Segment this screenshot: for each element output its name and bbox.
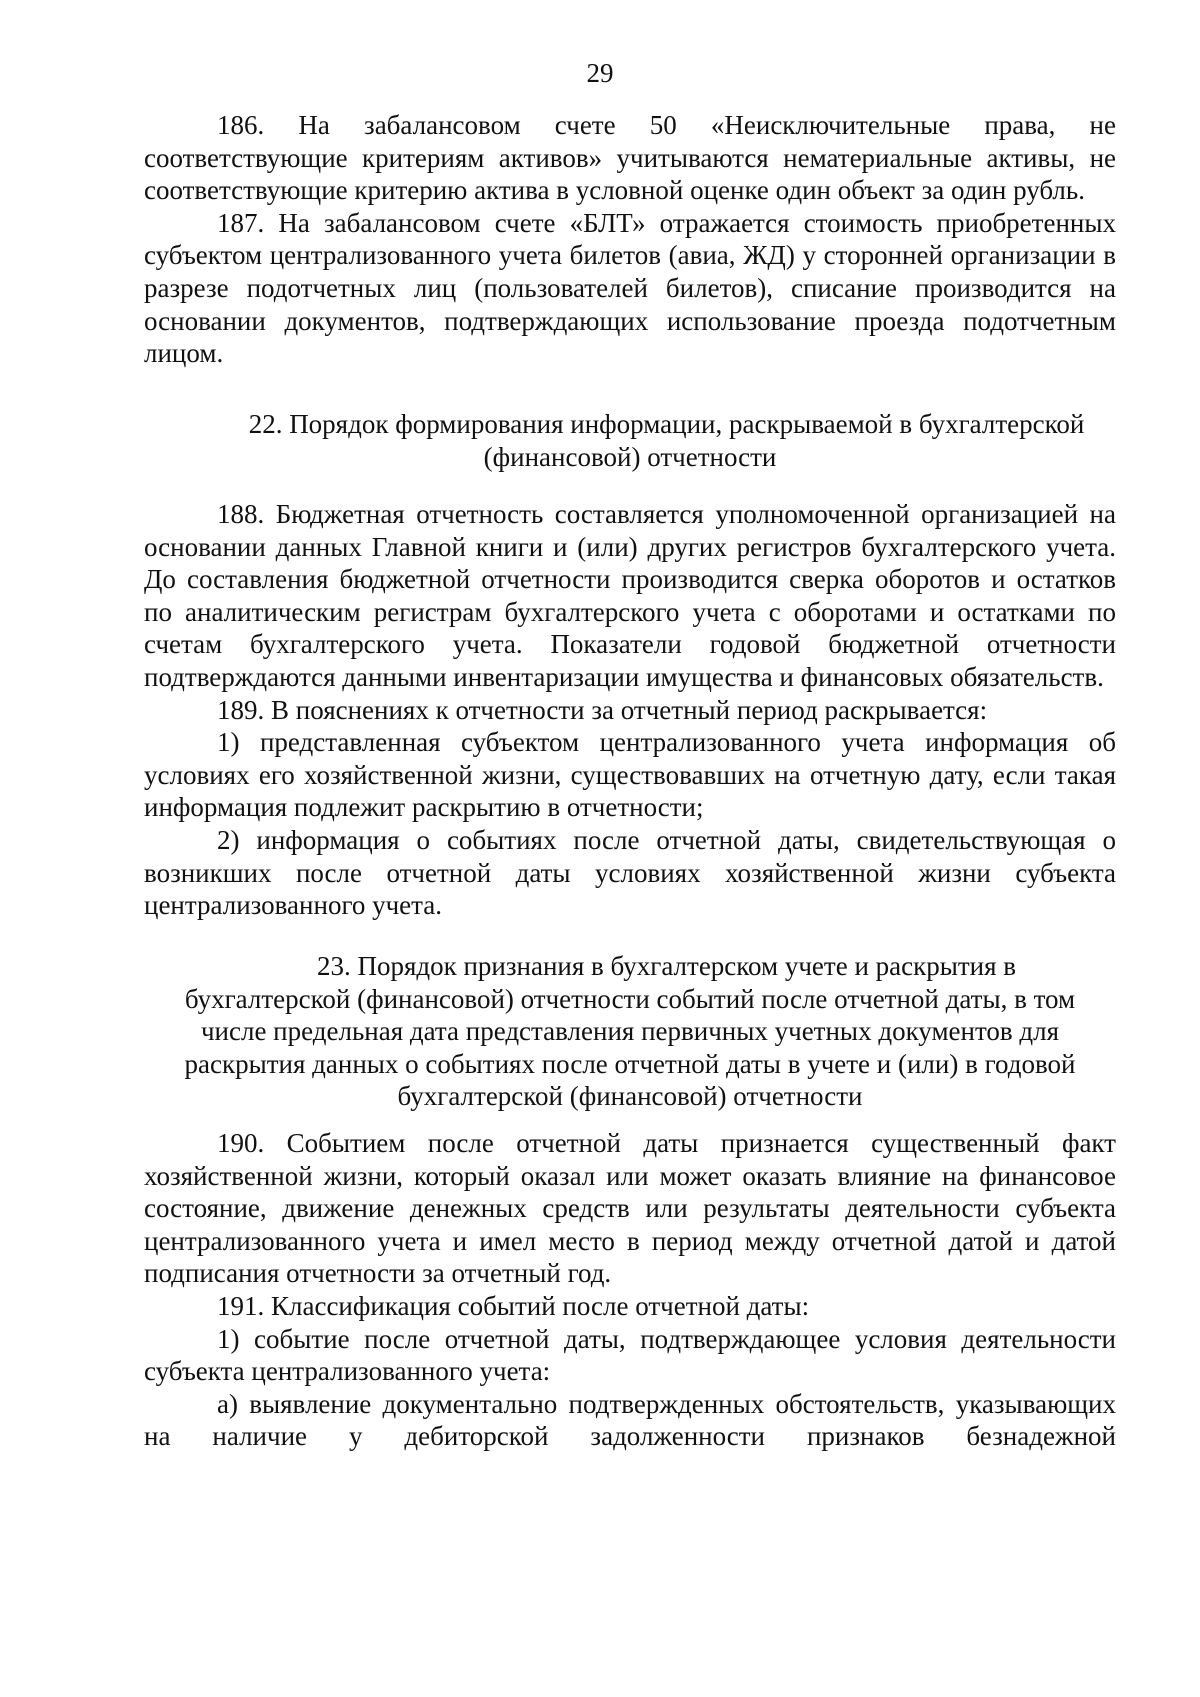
section-heading-22 (144, 408, 1116, 473)
paragraph-189-item-1: 1) представленная субъектом централизованного учета информация об условиях его хозяйственной жизни, существовавших на отчетную дату, если такая информация подлежит раскрытию в отчетности; (144, 727, 1116, 823)
heading-23-line-4: раскрытия данных о событиях после отчетной даты в учете и (или) в годовой (184, 1048, 1076, 1079)
heading-23-line-2: бухгалтерской (финансовой) отчетности событий после отчетной даты, в том (184, 983, 1076, 1014)
paragraph-191-item-1: 1) событие после отчетной даты, подтверждающее условия деятельности субъекта централизованного учета: (144, 1323, 1116, 1387)
paragraph-190: 190. Событием после отчетной даты признается существенный факт хозяйственной жизни, который оказал или может оказать влияние на финансовое состояние, движение денежных средств или результаты деятельности субъекта централизованного учета и имел место в период между отчетной датой и датой подписания отчетности за отчетный год. (144, 1128, 1116, 1289)
heading-22-line-2: (финансовой) отчетности (483, 441, 777, 472)
section-paragraphs-186-187 (144, 109, 1116, 370)
heading-23-line-3: числе предельная дата представления первичных учетных документов для (200, 1016, 1060, 1047)
paragraph-188: 188. Бюджетная отчетность составляется уполномоченной организацией на основании данных Главной книги и (или) других регистров бухгалтерского учета. До составления бюджетной отчетности производится сверка оборотов и остатков по аналитическим регистрам бухгалтерского учета с оборотами и остатками по счетам бухгалтерского учета. Показатели годовой бюджетной отчетности подтверждаются данными инвентаризации имущества и финансовых обязательств. (144, 499, 1116, 692)
paragraph-189-item-2: 2) информация о событиях после отчетной даты, свидетельствующая о возникших после отчетной даты условиях хозяйственной жизни субъекта централизованного учета. (144, 824, 1116, 921)
heading-23-line-1: 23. Порядок признания в бухгалтерском учете и раскрытия в (316, 951, 1017, 981)
section-paragraphs-190-191 (144, 1127, 1116, 1453)
paragraph-191: 191. Классификация событий после отчетной даты: (217, 1290, 810, 1321)
section-paragraphs-188-189 (144, 498, 1116, 922)
paragraph-186: 186. На забалансовом счете 50 «Неисключительные права, не соответствующие критериям активов» учитываются нематериальные активы, не соответствующие критерию актива в условной оценке один объект за один рубль. (144, 110, 1116, 206)
heading-23-line-5: бухгалтерской (финансовой) отчетности (397, 1081, 863, 1112)
paragraph-191-item-1-a: а) выявление документально подтвержденных обстоятельств, указывающих на наличие у дебиторской задолженности признаков безнадежной (144, 1388, 1116, 1452)
paragraph-187: 187. На забалансовом счете «БЛТ» отражается стоимость приобретенных субъектом централизованного учета билетов (авиа, ЖД) у сторонней организации в разрезе подотчетных лиц (пользователей билетов), списание производится на основании документов, подтверждающих использование проезда подотчетным лицом. (144, 207, 1116, 369)
paragraph-189: 189. В пояснениях к отчетности за отчетный период раскрывается: (217, 694, 988, 725)
section-heading-23 (144, 950, 1116, 1113)
page-number: 29 (586, 58, 614, 88)
heading-22-line-1: 22. Порядок формирования информации, раскрываемой в бухгалтерской (248, 409, 1085, 439)
